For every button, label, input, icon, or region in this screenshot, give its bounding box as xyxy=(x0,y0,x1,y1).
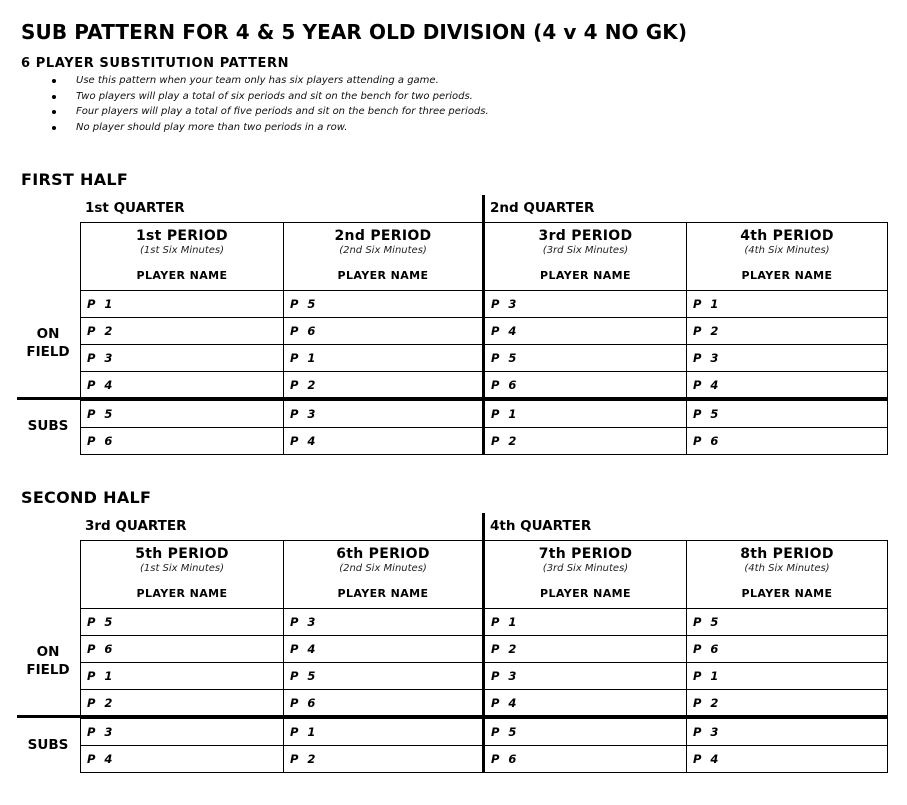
instruction-text: No player should play more than two periods in a row. xyxy=(76,121,348,133)
player-cell xyxy=(284,609,484,636)
player-cell xyxy=(687,718,888,746)
player-cell xyxy=(81,372,284,400)
on-field-label xyxy=(18,643,78,679)
player-cell xyxy=(687,291,888,318)
player-cell xyxy=(687,428,888,455)
player-slot: P 4 xyxy=(693,752,721,766)
player-slot: P 4 xyxy=(491,696,519,710)
player-slot: P 3 xyxy=(693,725,721,739)
player-cell xyxy=(284,345,484,372)
player-slot: P 1 xyxy=(87,297,115,311)
player-cell xyxy=(284,428,484,455)
player-cell xyxy=(484,428,687,455)
period-subtitle: (4th Six Minutes) xyxy=(744,245,830,256)
player-cell xyxy=(484,372,687,400)
player-cell xyxy=(284,746,484,773)
player-slot: P 4 xyxy=(693,378,721,392)
player-slot: P 6 xyxy=(87,434,115,448)
on-field-row xyxy=(81,663,888,690)
player-slot: P 6 xyxy=(693,434,721,448)
player-cell xyxy=(284,291,484,318)
on-field-row xyxy=(81,291,888,318)
substitution-table xyxy=(80,222,888,455)
player-cell xyxy=(687,609,888,636)
player-slot: P 5 xyxy=(491,351,519,365)
player-cell xyxy=(81,291,284,318)
half-title: FIRST HALF xyxy=(21,170,129,189)
player-cell xyxy=(284,636,484,663)
player-cell xyxy=(687,690,888,718)
instruction-text: Use this pattern when your team only has six players attending a game. xyxy=(76,75,439,86)
player-slot: P 2 xyxy=(491,434,519,448)
player-cell xyxy=(484,718,687,746)
player-slot: P 6 xyxy=(87,642,115,656)
player-cell xyxy=(81,746,284,773)
period-name: 4th PERIOD xyxy=(740,228,834,244)
player-cell xyxy=(81,718,284,746)
period-header xyxy=(687,541,888,609)
player-slot: P 2 xyxy=(693,324,721,338)
quarter-label: 4th QUARTER xyxy=(490,518,592,534)
player-slot: P 6 xyxy=(290,324,318,338)
player-cell xyxy=(81,636,284,663)
quarter-label: 2nd QUARTER xyxy=(490,200,595,216)
player-cell xyxy=(81,428,284,455)
subs-row xyxy=(81,428,888,455)
instruction-text: Two players will play a total of six periods and sit on the bench for two periods. xyxy=(76,90,473,102)
player-cell xyxy=(484,609,687,636)
instruction-item xyxy=(52,73,489,89)
player-slot: P 4 xyxy=(491,324,519,338)
player-slot: P 6 xyxy=(290,696,318,710)
player-cell xyxy=(484,690,687,718)
on-field-row xyxy=(81,318,888,345)
bullet-icon xyxy=(52,79,56,83)
player-cell xyxy=(284,718,484,746)
subs-row xyxy=(81,746,888,773)
on-field-row xyxy=(81,636,888,663)
player-cell xyxy=(687,400,888,428)
period-subtitle: (2nd Six Minutes) xyxy=(339,245,427,256)
player-slot: P 1 xyxy=(491,615,519,629)
subs-row xyxy=(81,400,888,428)
player-slot: P 1 xyxy=(491,407,519,421)
period-header xyxy=(81,223,284,291)
player-slot: P 2 xyxy=(290,752,318,766)
player-slot: P 1 xyxy=(693,297,721,311)
player-cell xyxy=(687,372,888,400)
period-header xyxy=(484,223,687,291)
on-field-row xyxy=(81,372,888,400)
player-slot: P 3 xyxy=(491,297,519,311)
player-slot: P 5 xyxy=(693,407,721,421)
player-slot: P 2 xyxy=(290,378,318,392)
player-cell xyxy=(81,609,284,636)
player-cell xyxy=(484,345,687,372)
player-slot: P 3 xyxy=(491,669,519,683)
on-field-label xyxy=(18,325,78,361)
player-slot: P 5 xyxy=(87,615,115,629)
player-name-label: PLAYER NAME xyxy=(741,587,833,600)
document-title: SUB PATTERN FOR 4 & 5 YEAR OLD DIVISION (4 v 4 NO GK) xyxy=(21,20,688,44)
player-slot: P 2 xyxy=(693,696,721,710)
player-slot: P 4 xyxy=(290,642,318,656)
period-name: 7th PERIOD xyxy=(538,546,633,562)
player-slot: P 1 xyxy=(290,351,318,365)
player-slot: P 2 xyxy=(87,696,115,710)
player-cell xyxy=(284,400,484,428)
instruction-list xyxy=(52,73,489,135)
player-cell xyxy=(484,663,687,690)
period-header xyxy=(284,541,484,609)
player-name-label: PLAYER NAME xyxy=(540,269,631,282)
player-slot: P 5 xyxy=(290,297,318,311)
player-slot: P 2 xyxy=(87,324,115,338)
player-cell xyxy=(81,690,284,718)
period-name: 1st PERIOD xyxy=(136,228,228,244)
player-name-label: PLAYER NAME xyxy=(337,269,429,282)
period-header xyxy=(284,223,484,291)
player-slot: P 5 xyxy=(693,615,721,629)
period-header-row xyxy=(81,541,888,609)
player-slot: P 6 xyxy=(491,378,519,392)
period-subtitle: (3rd Six Minutes) xyxy=(542,245,629,256)
player-slot: P 4 xyxy=(87,752,115,766)
on-field-label-line: FIELD xyxy=(26,662,70,678)
period-subtitle: (1st Six Minutes) xyxy=(139,245,225,256)
quarter-divider xyxy=(482,513,485,541)
period-name: 2nd PERIOD xyxy=(334,228,432,244)
half-title: SECOND HALF xyxy=(21,488,152,507)
on-field-row xyxy=(81,345,888,372)
player-cell xyxy=(687,636,888,663)
player-name-label: PLAYER NAME xyxy=(741,269,833,282)
player-cell xyxy=(484,291,687,318)
instruction-item xyxy=(52,104,489,120)
player-cell xyxy=(484,318,687,345)
player-slot: P 3 xyxy=(693,351,721,365)
period-name: 6th PERIOD xyxy=(336,546,430,562)
player-slot: P 4 xyxy=(290,434,318,448)
player-slot: P 3 xyxy=(87,725,115,739)
player-slot: P 5 xyxy=(290,669,318,683)
period-header xyxy=(484,541,687,609)
player-cell xyxy=(81,318,284,345)
player-cell xyxy=(687,663,888,690)
period-subtitle: (4th Six Minutes) xyxy=(744,563,830,574)
subs-row xyxy=(81,718,888,746)
player-cell xyxy=(484,746,687,773)
player-slot: P 3 xyxy=(290,407,318,421)
period-header xyxy=(687,223,888,291)
player-slot: P 6 xyxy=(491,752,519,766)
player-slot: P 1 xyxy=(693,669,721,683)
on-field-row xyxy=(81,609,888,636)
player-cell xyxy=(81,400,284,428)
period-name: 3rd PERIOD xyxy=(538,228,633,244)
period-header xyxy=(81,541,284,609)
on-field-label-line: ON xyxy=(36,644,60,660)
player-slot: P 3 xyxy=(290,615,318,629)
subs-label: SUBS xyxy=(27,737,69,753)
instruction-text: Four players will play a total of five periods and sit on the bench for three periods. xyxy=(76,106,489,117)
player-name-label: PLAYER NAME xyxy=(540,587,631,600)
player-slot: P 4 xyxy=(87,378,115,392)
player-name-label: PLAYER NAME xyxy=(136,587,228,600)
bullet-icon xyxy=(52,126,56,130)
substitution-table xyxy=(80,540,888,773)
player-cell xyxy=(687,746,888,773)
player-cell xyxy=(284,690,484,718)
player-cell xyxy=(81,663,284,690)
period-subtitle: (2nd Six Minutes) xyxy=(339,563,427,574)
player-slot: P 2 xyxy=(491,642,519,656)
player-slot: P 1 xyxy=(290,725,318,739)
player-slot: P 5 xyxy=(87,407,115,421)
instruction-item xyxy=(52,120,489,136)
player-slot: P 1 xyxy=(87,669,115,683)
period-name: 5th PERIOD xyxy=(135,546,229,562)
bullet-icon xyxy=(52,95,56,99)
player-cell xyxy=(284,372,484,400)
quarter-label: 1st QUARTER xyxy=(85,200,185,216)
on-field-label-line: FIELD xyxy=(26,344,70,360)
quarter-label: 3rd QUARTER xyxy=(85,518,187,534)
period-subtitle: (1st Six Minutes) xyxy=(139,563,225,574)
instruction-item xyxy=(52,89,489,105)
player-cell xyxy=(81,345,284,372)
pattern-heading: 6 PLAYER SUBSTITUTION PATTERN xyxy=(21,56,290,71)
player-cell xyxy=(687,318,888,345)
player-cell xyxy=(484,400,687,428)
period-subtitle: (3rd Six Minutes) xyxy=(542,563,629,574)
quarter-divider xyxy=(482,195,485,223)
on-field-row xyxy=(81,690,888,718)
bullet-icon xyxy=(52,110,56,114)
player-cell xyxy=(687,345,888,372)
player-name-label: PLAYER NAME xyxy=(136,269,228,282)
on-field-label-line: ON xyxy=(36,326,60,342)
player-slot: P 3 xyxy=(87,351,115,365)
subs-label: SUBS xyxy=(27,418,69,434)
period-name: 8th PERIOD xyxy=(740,546,834,562)
player-slot: P 5 xyxy=(491,725,519,739)
period-header-row xyxy=(81,223,888,291)
player-cell xyxy=(484,636,687,663)
player-name-label: PLAYER NAME xyxy=(337,587,429,600)
player-cell xyxy=(284,663,484,690)
player-slot: P 6 xyxy=(693,642,721,656)
player-cell xyxy=(284,318,484,345)
